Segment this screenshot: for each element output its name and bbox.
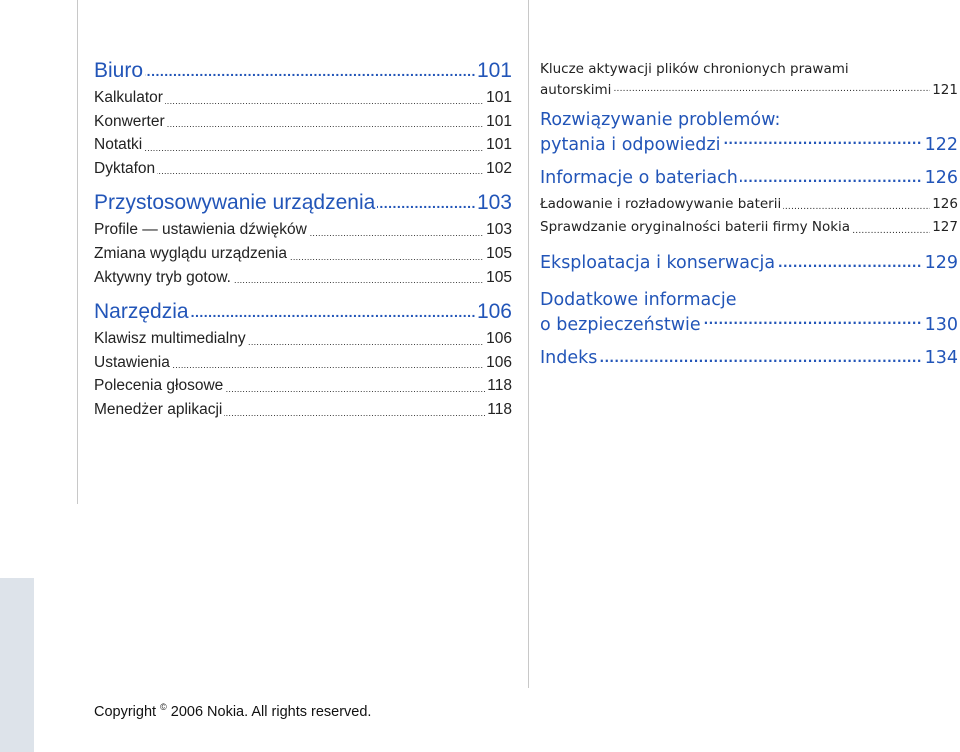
toc-entry[interactable]: Ustawienia 106 ..... (94, 351, 512, 375)
toc-entry[interactable]: Ładowanie i rozładowywanie baterii 126 ..... (540, 193, 958, 217)
toc-entry[interactable]: Polecenia głosowe 118 ..... (94, 374, 512, 398)
toc-entry[interactable]: Profile — ustawienia dźwięków 103 ..... (94, 218, 512, 242)
copyright-notice (94, 704, 371, 720)
toc-entry[interactable]: Konwerter 101 ..... (94, 110, 512, 134)
toc-entry[interactable]: Sprawdzanie oryginalności baterii firmy Nokia 127 ..... (540, 216, 958, 240)
toc-section[interactable]: Indeks 134 ..... (540, 343, 958, 373)
toc-entry[interactable]: Menedżer aplikacji 118 ..... (94, 398, 512, 422)
toc-right-column (540, 58, 958, 373)
toc-entry[interactable]: Zmiana wyglądu urządzenia 105 ..... (94, 242, 512, 266)
toc-section[interactable]: Biuro 101 ..... (94, 56, 512, 86)
toc-entry[interactable]: Notatki 101 ..... (94, 133, 512, 157)
toc-entry[interactable]: Kalkulator 101 ..... (94, 86, 512, 110)
toc-section-multiline[interactable]: Dodatkowe informacje o bezpieczeństwie 130 ..... (540, 286, 958, 335)
copyright-text: 2006 Nokia. All rights reserved. (170, 704, 372, 720)
column-divider-rule (528, 0, 529, 688)
copyright-symbol: © (160, 702, 167, 713)
toc-entry[interactable]: Dyktafon 102 ..... (94, 157, 512, 181)
toc-section-multiline[interactable]: Rozwiązywanie problemów: pytania i odpowiedzi 122 ..... (540, 106, 958, 155)
copyright-word: Copyright (94, 704, 157, 720)
toc-section[interactable]: Eksploatacja i konserwacja 129 ..... (540, 248, 958, 278)
corner-block (0, 578, 34, 752)
toc-entry[interactable]: Aktywny tryb gotow. 105 ..... (94, 266, 512, 290)
toc-entry[interactable]: Klawisz multimedialny 106 ..... (94, 327, 512, 351)
toc-section[interactable]: Przystosowywanie urządzenia 103 ..... (94, 188, 512, 218)
toc-section[interactable]: Informacje o bateriach 126 ..... (540, 163, 958, 193)
toc-section[interactable]: Narzędzia 106 ..... (94, 297, 512, 327)
toc-entry-multiline[interactable]: Klucze aktywacji plików chronionych prawami autorskimi 121 ..... (540, 58, 958, 98)
toc-left-column (94, 56, 512, 422)
left-margin-rule (77, 0, 78, 504)
